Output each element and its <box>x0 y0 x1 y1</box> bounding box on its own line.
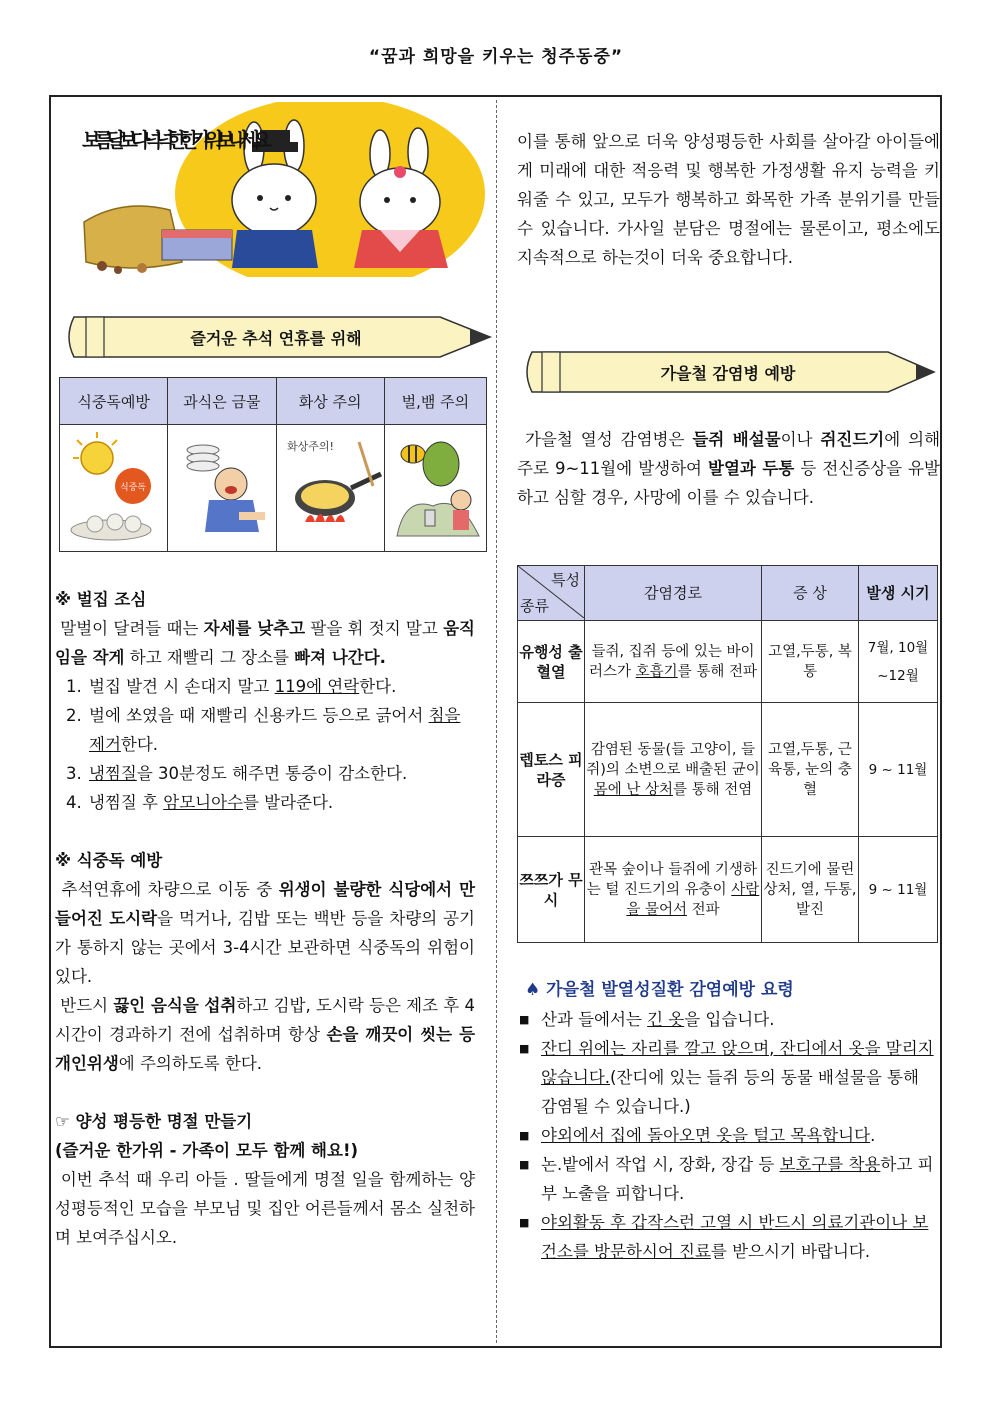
disease-period: 9 ~ 11월 <box>859 703 938 837</box>
header-period: 발생 시기 <box>859 566 938 621</box>
list-item: ■ 야외에서 집에 돌아오면 옷을 털고 목욕합니다. <box>517 1121 940 1150</box>
list-item: ■ 야외활동 후 갑작스런 고열 시 반드시 의료기관이나 보건소를 방문하시어 진료를 받으시기 바랍니다. <box>517 1208 940 1266</box>
autumn-banner-text: 가을철 감염병 예방 <box>660 363 796 383</box>
chuseok-banner-text: 즐거운 추석 연휴를 위해 <box>190 328 362 348</box>
disease-route: 관목 숲이나 들쥐에 기생하는 털 진드기의 유충이 사람을 물어서 전파 <box>585 837 762 943</box>
food-poisoning-picture <box>60 425 168 552</box>
list-item: ■ 잔디 위에는 자리를 깔고 앉으며, 잔디에서 옷을 말리지 않습니다.(잔디에 있는 들쥐 등의 동물 배설물을 통해 감염될 수 있습니다.) <box>517 1034 940 1121</box>
food-poisoning-caption: 식중독 <box>119 483 146 493</box>
disease-route: 감염된 동물(들 고양이, 들쥐)의 소변으로 배출된 균이 몸에 난 상처를 통해 전염 <box>585 703 762 837</box>
corner-label-type: 종류 <box>520 597 549 615</box>
greeting-calligraphy: 보름달보다 넉넉한 한가위 보내세요 <box>82 128 272 152</box>
disease-symptom: 고열,두통, 복통 <box>762 621 859 703</box>
equality-paragraph-2: 이를 통해 앞으로 더욱 양성평등한 사회를 살아갈 아이들에게 미래에 대한 적응력 및 행복한 가정생활 유지 능력을 키워줄 수 있고, 모두가 행복하고 화목한 가족 분위기를 만들 수 있습니다. 가사일 분담은 명절에는 물론이고, 평소에도 지속적으로 하는것이 더욱 중요합니다. <box>517 132 940 267</box>
overeating-picture <box>168 425 276 552</box>
bee-intro: 말벌이 달려들 때는 자세를 낮추고 팔을 휘 젓지 말고 움직임을 작게 하고 재빨리 그 장소를 빠져 나간다. <box>55 619 475 667</box>
table-corner-cell <box>518 566 585 621</box>
table-row <box>518 703 938 837</box>
chuseok-greeting-illustration <box>62 102 490 277</box>
disease-period: 7월, 10월~12월 <box>859 621 938 703</box>
disease-symptom: 고열,두통, 근육통, 눈의 충혈 <box>762 703 859 837</box>
disease-name: 렙토스 피라증 <box>518 703 585 837</box>
right-column-top-text <box>517 127 940 272</box>
tips-title: ♠ 가을철 발열성질환 감염예방 요령 <box>525 980 794 1000</box>
category-overeating: 과식은 금물 <box>168 378 276 425</box>
header-symptom: 증 상 <box>762 566 859 621</box>
burn-picture <box>276 425 384 552</box>
food-section-title: ※ 식중독 예방 <box>55 851 163 870</box>
equality-paragraph-1: 이번 추석 때 우리 아들 . 딸들에게 명절 일을 함께하는 양성평등적인 모습을 부모님 및 집안 어른들께서 몸소 실천하며 보여주십시오. <box>55 1170 475 1247</box>
disease-route: 들쥐, 집쥐 등에 있는 바이러스가 호흡기를 통해 전파 <box>585 621 762 703</box>
table-row <box>518 837 938 943</box>
category-bee-snake: 벌,뱀 주의 <box>384 378 486 425</box>
bee-section-title: ※ 벌집 조심 <box>55 590 147 609</box>
burn-caption: 화상주의! <box>287 440 335 453</box>
autumn-intro: 가을철 열성 감염병은 들쥐 배설물이나 쥐진드기에 의해 주로 9~11월에 발생하여 발열과 두통 등 전신증상을 유발하고 심할 경우, 사망에 이를 수 있습니다. <box>517 430 941 507</box>
tips-list <box>517 1005 940 1266</box>
list-item: ■ 논.밭에서 작업 시, 장화, 장갑 등 보호구를 착용하고 피부 노출을 피합니다. <box>517 1150 940 1208</box>
equality-section-title: ☞ 양성 평등한 명절 만들기 <box>55 1112 253 1131</box>
bee-step: 4. 냉찜질 후 암모니아수를 발라준다. <box>87 788 475 817</box>
autumn-banner <box>518 346 938 398</box>
safety-category-table <box>59 377 487 552</box>
equality-subtitle: (즐거운 한가위 - 가족이 모두 함께 해요!) <box>55 1141 359 1160</box>
food-paragraph-1: 추석연휴에 차량으로 이동 중 위생이 불량한 식당에서 만들어진 도시락을 먹거나, 김밥 또는 백반 등을 차량의 공기가 통하지 않는 곳에서 3-4시간 보관하면 식중독의 위험이 있다. <box>55 880 476 986</box>
category-food-poisoning: 식중독예방 <box>60 378 168 425</box>
disease-table <box>517 565 938 943</box>
disease-period: 9 ~ 11월 <box>859 837 938 943</box>
column-divider <box>496 100 497 1343</box>
chuseok-banner <box>58 311 494 363</box>
bee-steps <box>55 672 475 817</box>
list-item: ■ 산과 들에서는 긴 옷을 입습니다. <box>517 1005 940 1034</box>
school-motto: “꿈과 희망을 키우는 청주동중” <box>368 47 624 67</box>
bee-snake-picture <box>384 425 486 552</box>
bee-step: 3. 냉찜질을 30분정도 해주면 통증이 감소한다. <box>87 759 475 788</box>
category-burn: 화상 주의 <box>276 378 384 425</box>
table-row <box>518 621 938 703</box>
food-paragraph-2: 반드시 끓인 음식을 섭취하고 김밥, 도시락 등은 제조 후 4시간이 경과하기 전에 섭취하며 항상 손을 깨끗이 씻는 등 개인위생에 주의하도록 한다. <box>55 996 476 1073</box>
header-route: 감염경로 <box>585 566 762 621</box>
disease-name: 유행성 출혈열 <box>518 621 585 703</box>
disease-symptom: 진드기에 물린 상처, 열, 두통, 발진 <box>762 837 859 943</box>
bee-step: 1. 벌집 발견 시 손대지 말고 119에 연락한다. <box>87 672 475 701</box>
prevention-tips <box>517 976 940 1266</box>
corner-label-feature: 특성 <box>551 571 580 589</box>
left-column-text <box>55 585 475 1252</box>
bee-step: 2. 벌에 쏘였을 때 재빨리 신용카드 등으로 긁어서 침을 제거한다. <box>87 701 475 759</box>
disease-name: 쯔쯔가 무시 <box>518 837 585 943</box>
